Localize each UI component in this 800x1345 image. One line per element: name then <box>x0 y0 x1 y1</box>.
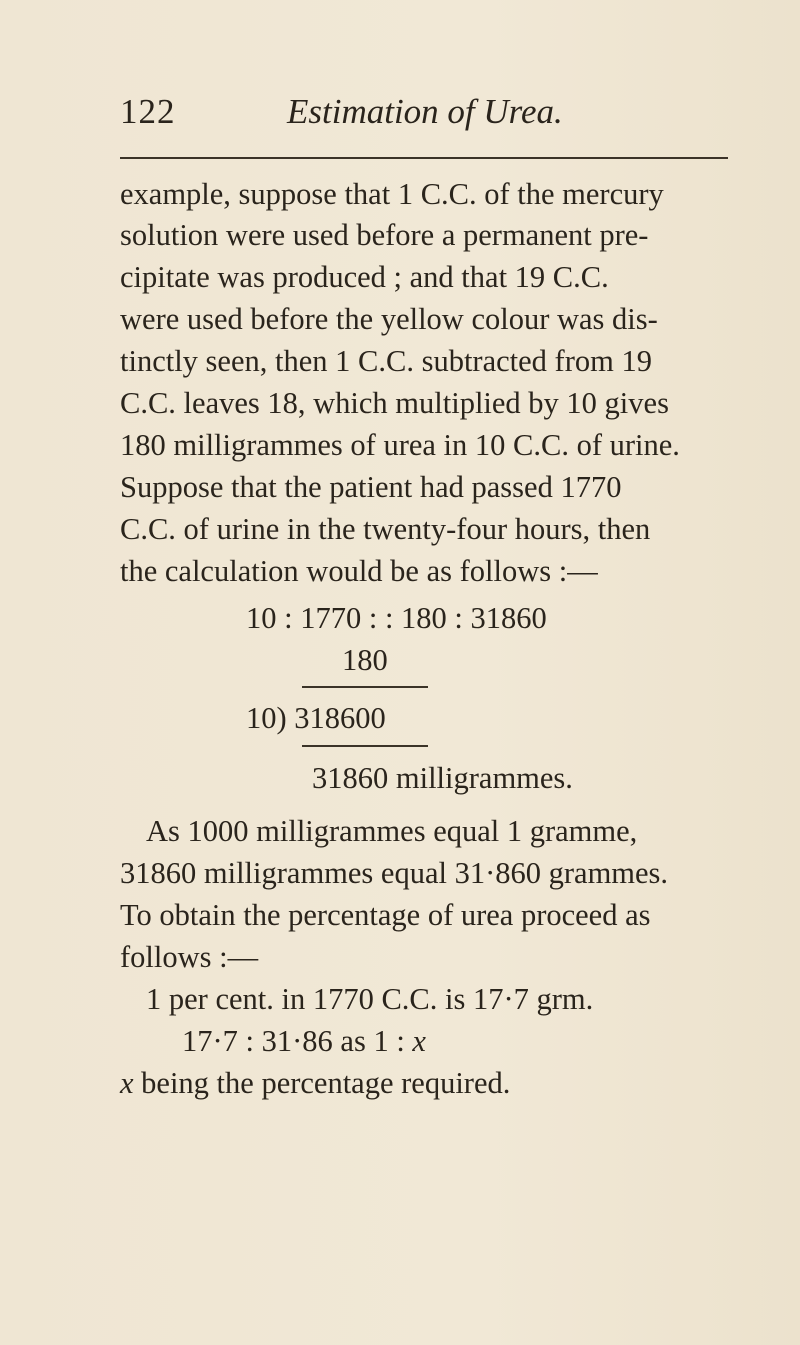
running-title: Estimation of Urea. <box>287 92 563 131</box>
calc-division: 10) 318600 <box>246 701 386 735</box>
text-line-9: C.C. of urine in the twenty-four hours, then <box>120 512 651 546</box>
text-line-4: were used before the yellow colour was dis- <box>120 302 658 336</box>
text-line-13: To obtain the percentage of urea proceed as <box>120 898 651 932</box>
calc-result: 31860 milligrammes. <box>312 761 573 795</box>
page-number: 122 <box>120 92 176 131</box>
text-line-11: As 1000 milligrammes equal 1 gramme, <box>146 814 638 848</box>
calc-multiplier: 180 <box>342 643 388 677</box>
text-line-8: Suppose that the patient had passed 1770 <box>120 470 622 504</box>
text-line-1: example, suppose that 1 C.C. of the mercury <box>120 177 664 211</box>
final-text: being the percentage required. <box>133 1066 511 1100</box>
ratio-variable: x <box>412 1024 426 1058</box>
text-line-10: the calculation would be as follows :— <box>120 554 598 588</box>
header-rule <box>120 157 728 159</box>
text-line-14: follows :— <box>120 940 259 974</box>
percent-line: 1 per cent. in 1770 C.C. is 17·7 grm. <box>146 982 594 1016</box>
text-line-2: solution were used before a permanent pre- <box>120 218 649 252</box>
ratio-prefix: 17·7 : 31·86 as 1 : <box>182 1024 413 1058</box>
page-header <box>120 92 730 142</box>
ratio-line <box>182 1021 426 1061</box>
text-line-7: 180 milligrammes of urea in 10 C.C. of urine. <box>120 428 680 462</box>
final-variable: x <box>120 1066 134 1100</box>
calc-rule-1 <box>302 686 428 688</box>
calc-proportion: 10 : 1770 : : 180 : 31860 <box>246 601 547 635</box>
calc-rule-2 <box>302 745 428 747</box>
text-line-6: C.C. leaves 18, which multiplied by 10 gives <box>120 386 669 420</box>
text-line-12: 31860 milligrammes equal 31·860 grammes. <box>120 856 669 890</box>
text-line-3: cipitate was produced ; and that 19 C.C. <box>120 260 609 294</box>
text-line-5: tinctly seen, then 1 C.C. subtracted from 19 <box>120 344 652 378</box>
final-line <box>120 1063 510 1103</box>
